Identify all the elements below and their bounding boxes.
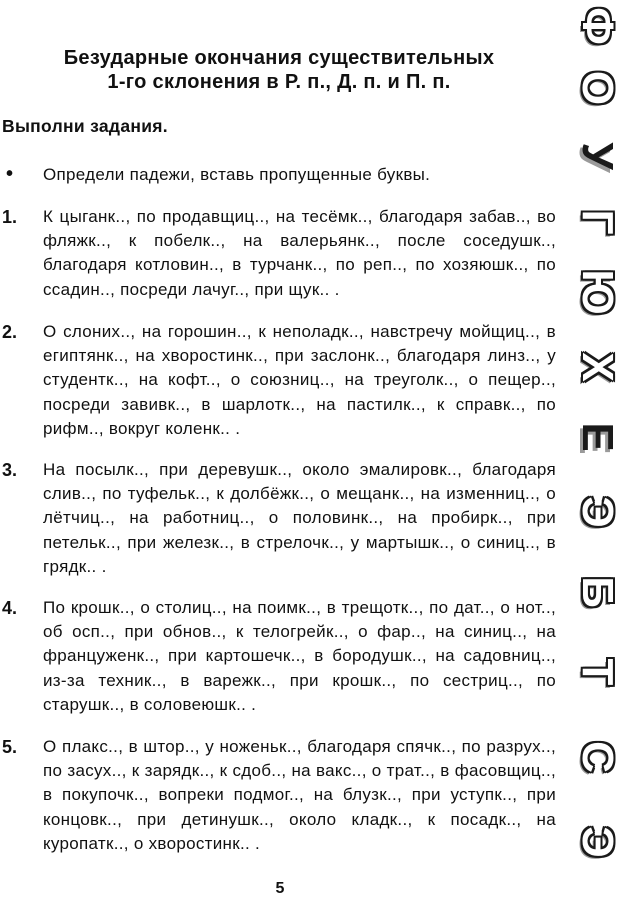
exercise-text: О плакс.., в штор.., у ноженьк.., благодаря спячк.., по разрух.., по засух.., к зарядк.., к сдоб.., на вакс.., о трат.., в фасовщиц.., в покупочк.., вопреки подмог.., на блузк.., при уступк.., при концовк.., при детинушк.., около кладк.., к посадк.., на куропатк.., о хворостинк.. .	[43, 737, 556, 853]
decorative-letter: О	[573, 70, 622, 106]
exercise-2	[0, 320, 560, 441]
exercise-text: По крошк.., о столиц.., на поимк.., в трещотк.., по дат.., о нот.., об осп.., при обнов.., к телогрейк.., о фар.., на синиц.., на француженк.., при картошечк.., в бородушк.., на садовниц.., из-за техник.., в варежк.., при крошк.., по сестриц.., по старушк.., в соловеюшк.. .	[43, 598, 556, 714]
exercise-3	[0, 458, 560, 579]
decorative-letter: У	[573, 142, 622, 170]
task-bullet	[0, 163, 560, 187]
exercise-number: 3.	[2, 460, 18, 480]
exercise-text: О слоних.., на горошин.., к неполадк.., навстречу мойщиц.., в египтянк.., на хворостинк.., при заслонк.., благодаря линз.., у студентк.., на кофт.., о союзниц.., на треуголк.., о пещер.., посреди завивк.., в шарлотк.., на пастилк.., к справк.., по рифм.., вокруг коленк.. .	[43, 322, 556, 438]
decorative-letter: Э	[573, 496, 622, 528]
decorative-letter: С	[573, 741, 622, 773]
exercise-number: 5.	[2, 737, 18, 757]
decorative-letter: Ф	[573, 7, 622, 45]
exercise-text: На посылк.., при деревушк.., около эмалировк.., благодаря слив.., по туфельк.., к долбёжк.., о мещанк.., на изменниц.., о лётчиц.., на работниц.., о половинк.., на пробирк.., при петельк.., при железк.., в стрелочк.., у мартышк.., о синиц.., в грядк.. .	[43, 460, 556, 576]
decorative-letter: Е	[573, 422, 622, 452]
exercise-number: 4.	[2, 598, 18, 618]
decorative-letter: Т	[573, 658, 622, 686]
decorative-letter: Х	[573, 352, 622, 382]
title-line-1: Безударные окончания существительных	[63, 47, 495, 69]
decorative-letter: Э	[573, 826, 622, 858]
exercise-number: 2.	[2, 322, 18, 342]
decorative-letter: Б	[573, 576, 622, 608]
exercise-text: К цыганк.., по продавщиц.., на тесёмк.., благодаря забав.., во фляжк.., к побелк.., на валерьянк.., после соседушк.., благодаря котловин.., в турчанк.., по реп.., по хозяюшк.., по ссадин.., посреди лачуг.., при щук.. .	[43, 207, 556, 299]
decorative-letter: Ю	[573, 269, 622, 315]
exercise-number: 1.	[2, 207, 18, 227]
exercise-5	[0, 735, 560, 856]
exercise-1	[0, 205, 560, 302]
bullet-marker: •	[6, 163, 14, 185]
instruction-heading: Выполни задания.	[2, 116, 168, 136]
title-line-2: 1-го склонения в Р. п., Д. п. и П. п.	[107, 71, 451, 93]
page-title	[20, 46, 538, 94]
decorative-letter-strip	[566, 0, 628, 907]
decorative-letter: Г	[573, 209, 622, 235]
task-bullet-text: Определи падежи, вставь пропущенные буквы.	[43, 165, 431, 184]
page-number: 5	[275, 880, 285, 897]
exercise-4	[0, 596, 560, 717]
